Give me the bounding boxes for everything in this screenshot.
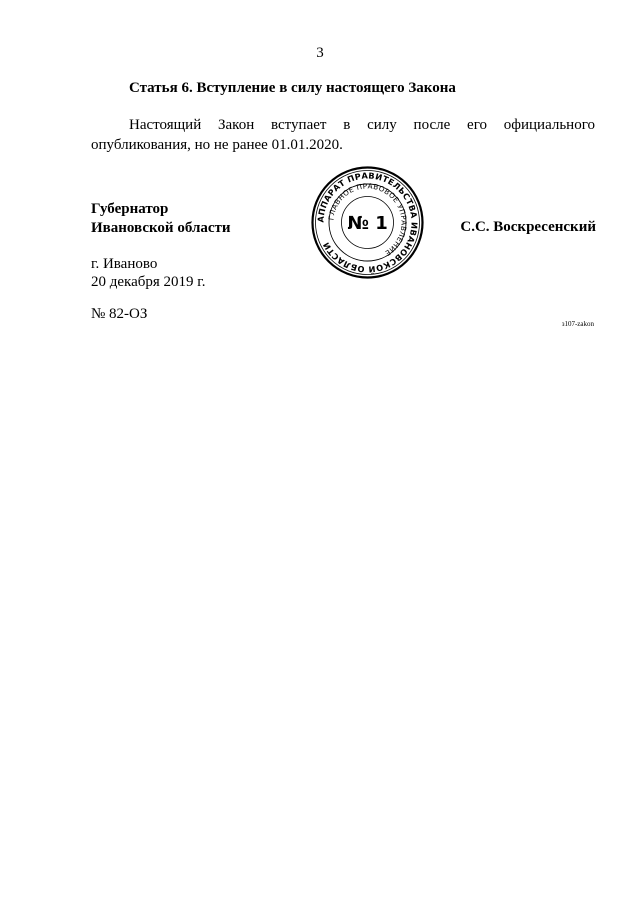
page-number: 3: [316, 45, 324, 61]
place-and-date: [91, 255, 206, 291]
place: г. Иваново: [91, 256, 158, 272]
article-heading: Статья 6. Вступление в силу настоящего Закона: [129, 80, 456, 96]
paragraph-line-2: опубликования, но не ранее 01.01.2020.: [91, 137, 343, 153]
signatory-title-line-1: Губернатор: [91, 201, 169, 217]
article-paragraph: [91, 115, 595, 155]
signatory-name: С.С. Воскресенский: [460, 219, 596, 235]
signatory-title-line-2: Ивановской области: [91, 220, 231, 236]
date: 20 декабря 2019 г.: [91, 274, 206, 290]
file-code: з107-zakon: [561, 320, 594, 328]
law-number: № 82-ОЗ: [91, 306, 148, 322]
seal-inner-text: ГЛАВНОЕ ПРАВОВОЕ УПРАВЛЕНИЕ: [326, 181, 409, 258]
paragraph-line-1: Настоящий Закон вступает в силу после его официального: [129, 117, 595, 133]
seal-outer-text: АППАРАТ ПРАВИТЕЛЬСТВА ИВАНОВСКОЙ ОБЛАСТИ: [315, 170, 420, 275]
seal-number: № 1: [347, 213, 388, 234]
signatory-title: [91, 200, 231, 238]
official-seal-stamp: [310, 165, 425, 280]
